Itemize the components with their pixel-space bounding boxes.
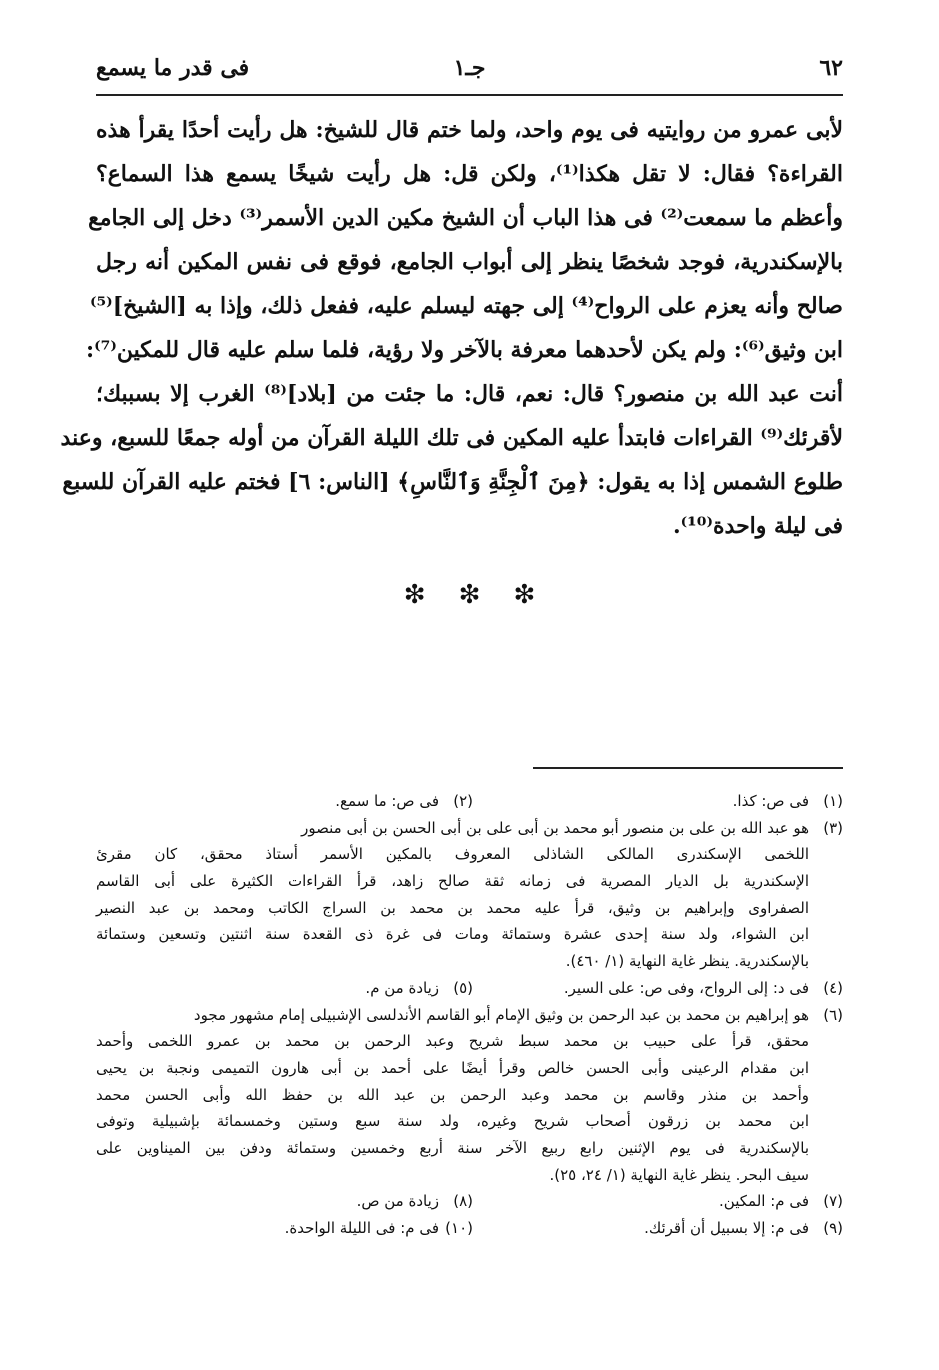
main-text [60, 110, 844, 550]
text-line: صالح وأنه يعزم على الرواح⁽⁴⁾ إلى جهته ليسلم عليه، ففعل ذلك، وإذا به [الشيخ]⁽⁵⁾ [89, 293, 843, 319]
section-separator [0, 580, 939, 610]
footnote-text: فى ص: ما سمع. [335, 792, 439, 810]
footnote-second-column [365, 975, 473, 1001]
footnote-text: ابن محمد بن زرقون أصحاب شريح وغيره، ولد سنة سبع وستين وخمسمائة بإشبيلية وتوفى [96, 1112, 809, 1131]
footnote-rule [533, 767, 843, 769]
asterism-icon: ❇ [403, 580, 426, 610]
footnote-number: (٧) [823, 1192, 843, 1211]
footnote-text: فى م: فى الليلة الواحدة. [284, 1219, 439, 1237]
text-line: وأعظم ما سمعت⁽²⁾ فى هذا الباب أن الشيخ مكين الدين الأسمر⁽³⁾ دخل إلى الجامع [88, 205, 843, 231]
asterism-icon: ❇ [458, 580, 481, 610]
footnote-text: الصفراوى وإبراهيم بن وثيق، قرأ عليه محمد بن محمد بن السراج الكاتب ومحمد بن عبد النصير [96, 898, 809, 917]
running-title: فى قدر ما يسمع [96, 55, 250, 81]
footnote-text: فى م: إلا بسبيل أن أقرئك. [644, 1219, 809, 1237]
text-line: لأبى عمرو من روايتيه فى يوم واحد، ولما ختم قال للشيخ: هل رأيت أحدًا يقرأ هذه [96, 117, 844, 143]
footnote-number: (٤) [823, 978, 843, 997]
running-header [96, 55, 843, 95]
footnote-text: ابن مقدام الرعينى وأبى الحسن خالص وقرأ أيضًا على أحمد بن أبى هارون التميمى ونجبة بن يحيى [96, 1058, 809, 1077]
footnote-number: (١٠) [445, 1219, 473, 1237]
text-line: ابن وثيق⁽⁶⁾: ولم يكن لأحدهما معرفة بالآخر ولا رؤية، فلما سلم عليه قال للمكين⁽⁷⁾: [85, 337, 843, 363]
text-line: فى ليلة واحدة⁽¹⁰⁾. [672, 513, 843, 539]
footnote-text: اللخمى الإسكندرى المالكى الشاذلى المعروف بالمكين الأسمر أستاذ محقق، كان مقرئ [96, 845, 809, 864]
footnotes [96, 788, 843, 1242]
text-line: لأقرئك⁽⁹⁾ القراءات فابتدأ عليه المكين فى تلك الليلة القرآن من أوله جمعًا للسبع، وعند [60, 425, 843, 451]
footnote-text: ابن الشواء، ولد سنة إحدى عشرة وستمائة ومات فى غرة ذى القعدة سنة اثنتين وتسعين وستمائة [96, 925, 809, 944]
page-number: ٦٢ [819, 55, 843, 81]
asterism-icon: ❇ [513, 580, 536, 610]
footnote-text: زيادة من م. [365, 978, 439, 997]
footnote-number: (١) [823, 792, 843, 810]
footnote-row [96, 975, 843, 1002]
footnote-row [96, 788, 843, 815]
footnote-number: (٦) [823, 1005, 843, 1024]
footnote-row [96, 1215, 843, 1242]
footnote-number: (٢) [453, 792, 473, 810]
footnote-row [96, 1002, 843, 1029]
footnote-text: زيادة من ص. [356, 1192, 439, 1211]
footnote-number: (٨) [453, 1192, 473, 1211]
footnote-number: (٩) [823, 1219, 843, 1237]
footnote-text: الإسكندرية بل الديار المصرية فى زمانه ثقة صالح زاهد، قرأ القراءات الكثيرة على أبى القاسم [96, 872, 809, 891]
footnote-number: (٥) [453, 978, 473, 997]
footnote-row [96, 815, 843, 842]
footnote-text: هو عبد الله بن على بن منصور أبو محمد بن أبى على بن أبى الحسن بن أبى منصور [301, 818, 809, 837]
footnote-number: (٣) [823, 818, 843, 837]
footnote-second-column [335, 788, 473, 814]
footnote-text: فى د: إلى الرواح، وفى ص: على السير. [563, 978, 809, 997]
volume-label: جـ١ [453, 55, 486, 81]
footnote-text: فى ص: كذا. [732, 792, 809, 810]
footnote-second-column [357, 1188, 473, 1214]
footnote-text: سيف البحر. ينظر غاية النهاية (١/ ٢٤، ٢٥). [549, 1165, 809, 1184]
footnote-row [96, 1188, 843, 1215]
footnote-text: بالإسكندرية فى يوم الإثنين رابع ربيع الآخر سنة أربع وخمسين وستمائة ودفن بين الميناوين على [96, 1138, 809, 1157]
text-line: بالإسكندرية، فوجد شخصًا ينظر إلى أبواب الجامع، فوقع فى نفس المكين أنه رجل [96, 249, 843, 275]
footnote-text: وأحمد بن منذر وقاسم بن محمد وعبد الرحمن بن عبد الله بن حفظ الله وأبى الحسن محمد [96, 1085, 809, 1104]
footnote-text: هو إبراهيم بن محمد بن عبد الرحمن بن وثيق الإمام أبو القاسم الأندلسى الإشبيلى إمام مشهور مجود [193, 1005, 809, 1024]
text-line: طلوع الشمس إذا به يقول: ﴿مِنَ ٱلْجِنَّةِ وَٱلنَّاسِ﴾ [الناس: ٦] فختم عليه القرآن للسبع [62, 469, 843, 495]
footnote-text: بالإسكندرية. ينظر غاية النهاية (١/ ٤٦٠). [565, 952, 809, 971]
text-line: أنت عبد الله بن منصور؟ قال: نعم، قال: ما جئت من [بلاد]⁽⁸⁾ الغرب إلا بسببك؛ [96, 381, 843, 407]
footnote-second-column [285, 1215, 473, 1241]
header-rule [96, 94, 843, 96]
footnote-text: فى م: المكين. [719, 1192, 809, 1211]
text-line: القراءة؟ فقال: لا تقل هكذا⁽¹⁾، ولكن قل: هل رأيت شيخًا يسمع هذا السماع؟ [96, 161, 843, 187]
footnote-text: محقق، قرأ على حبيب بن محمد سبط شريح وعبد الرحمن بن محمد بن عمرو اللخمى وأحمد [96, 1032, 809, 1051]
